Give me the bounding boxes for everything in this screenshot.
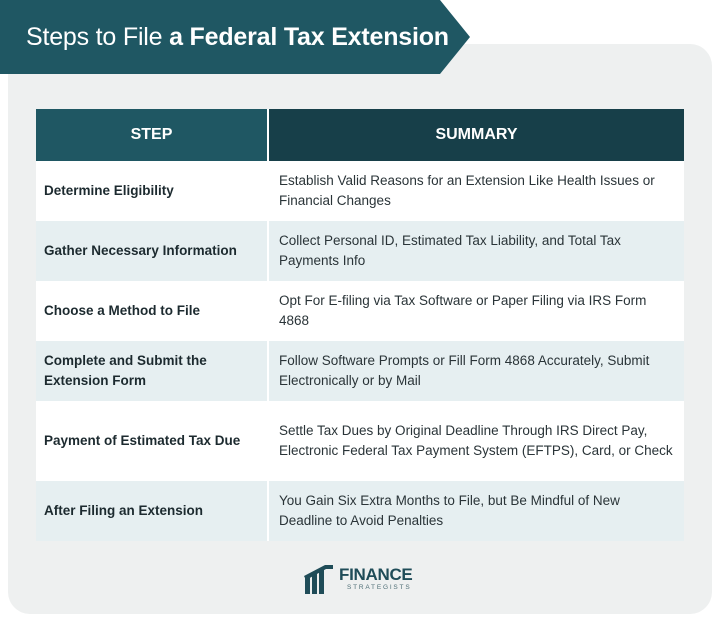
step-cell: Complete and Submit the Extension Form (36, 341, 268, 401)
table-row (36, 161, 684, 221)
summary-cell: Establish Valid Reasons for an Extension Like Health Issues or Financial Changes (268, 161, 684, 221)
table-row (36, 281, 684, 341)
steps-table-container (36, 109, 684, 541)
table-row (36, 481, 684, 541)
step-cell: After Filing an Extension (36, 481, 268, 541)
step-cell: Determine Eligibility (36, 161, 268, 221)
table-header-row (36, 109, 684, 161)
summary-cell: You Gain Six Extra Months to File, but Be Mindful of New Deadline to Avoid Penalties (268, 481, 684, 541)
header-step: STEP (36, 109, 268, 161)
title-regular: Steps to File (26, 23, 170, 51)
step-cell: Gather Necessary Information (36, 221, 268, 281)
summary-cell: Follow Software Prompts or Fill Form 4868 Accurately, Submit Electronically or by Mail (268, 341, 684, 401)
page-title (26, 22, 449, 52)
step-cell: Choose a Method to File (36, 281, 268, 341)
logo-subtitle: STRATEGISTS (347, 584, 412, 591)
logo-name: FINANCE (339, 565, 413, 584)
table-row (36, 221, 684, 281)
table-row (36, 341, 684, 401)
header-summary: SUMMARY (268, 109, 684, 161)
title-bold: a Federal Tax Extension (169, 23, 449, 51)
summary-cell: Opt For E-filing via Tax Software or Paper Filing via IRS Form 4868 (268, 281, 684, 341)
finance-strategists-logo (303, 562, 423, 596)
summary-cell: Collect Personal ID, Estimated Tax Liability, and Total Tax Payments Info (268, 221, 684, 281)
finance-strategists-logo-icon (303, 562, 337, 596)
step-cell: Payment of Estimated Tax Due (36, 401, 268, 481)
summary-cell: Settle Tax Dues by Original Deadline Through IRS Direct Pay, Electronic Federal Tax Payment System (EFTPS), Card, or Check (268, 401, 684, 481)
table-row (36, 401, 684, 481)
steps-table (36, 109, 684, 541)
